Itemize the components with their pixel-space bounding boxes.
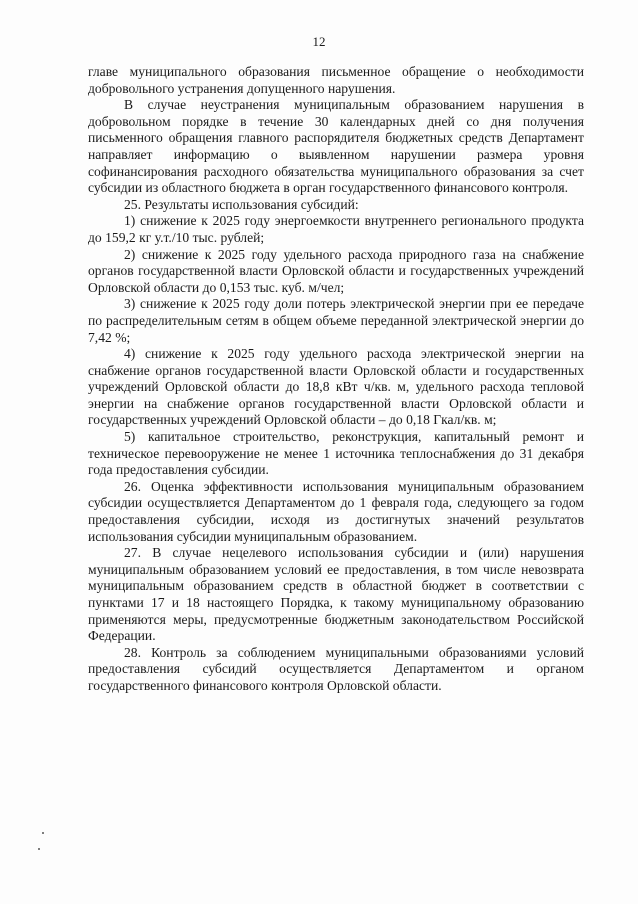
paragraph-result-1: 1) снижение к 2025 году энергоемкости внутреннего регионального продукта до 159,2 кг у.т./10 тыс. рублей; bbox=[88, 213, 584, 245]
paragraph-result-4: 4) снижение к 2025 году удельного расхода электрической энергии на снабжение органов государственной власти Орловской области и государственных учреждений Орловской области до 18,8 кВт ч/кв. м, удельного расхода тепловой энергии на снабжение органов государственной власти Орловской области и государственных учреждений Орловской области – до 0,18 Гкал/кв. м; bbox=[88, 346, 584, 428]
paragraph-continuation: главе муниципального образования письменное обращение о необходимости добровольного устранения допущенного нарушения. bbox=[88, 64, 584, 96]
paragraph-result-2: 2) снижение к 2025 году удельного расхода природного газа на снабжение органов государственной власти Орловской области и государственных учреждений Орловской области до 0,153 тыс. куб. м/чел; bbox=[88, 246, 584, 295]
paragraph-result-5: 5) капитальное строительство, реконструкция, капитальный ремонт и техническое перевооружение не менее 1 источника теплоснабжения до 31 декабря года предоставления субсидии. bbox=[88, 429, 584, 478]
paragraph-28-control: 28. Контроль за соблюдением муниципальными образованиями условий предоставления субсидий осуществляется Департаментом и органом государственного финансового контроля Орловской области. bbox=[88, 644, 584, 693]
paragraph-results-heading: 25. Результаты использования субсидий: bbox=[124, 196, 359, 212]
paragraph-26-evaluation: 26. Оценка эффективности использования муниципальным образованием субсидии осуществляется Департаментом до 1 февраля года, следующего за годом предоставления субсидии, исходя из достигнутых значений результатов использования субсидии муниципальным образованием. bbox=[88, 478, 584, 544]
paragraph-violation-notice: В случае неустранения муниципальным образованием нарушения в добровольном порядке в течение 30 календарных дней со дня получения письменного обращения главного распорядителя бюджетных средств Департамент направляет информацию о выявленном нарушении размера уровня софинансирования расходного обязательства муниципального образования за счет субсидии из областного бюджета в орган государственного финансового контроля. bbox=[88, 97, 584, 196]
scan-speck bbox=[42, 832, 44, 834]
paragraph-27-misuse: 27. В случае нецелевого использования субсидии и (или) нарушения муниципальным образованием условий ее предоставления, в том числе невозврата муниципальным образованием средств в областной бюджет в соответствии с пунктами 17 и 18 настоящего Порядка, к такому муниципальному образованию применяются меры, предусмотренные бюджетным законодательством Российской Федерации. bbox=[88, 545, 584, 644]
document-body bbox=[88, 64, 584, 695]
scan-speck bbox=[38, 848, 40, 850]
paragraph-result-3: 3) снижение к 2025 году доли потерь электрической энергии при ее передаче по распределительным сетям в общем объеме переданной электрической энергии до 7,42 %; bbox=[88, 296, 584, 345]
page-number: 12 bbox=[312, 34, 326, 49]
